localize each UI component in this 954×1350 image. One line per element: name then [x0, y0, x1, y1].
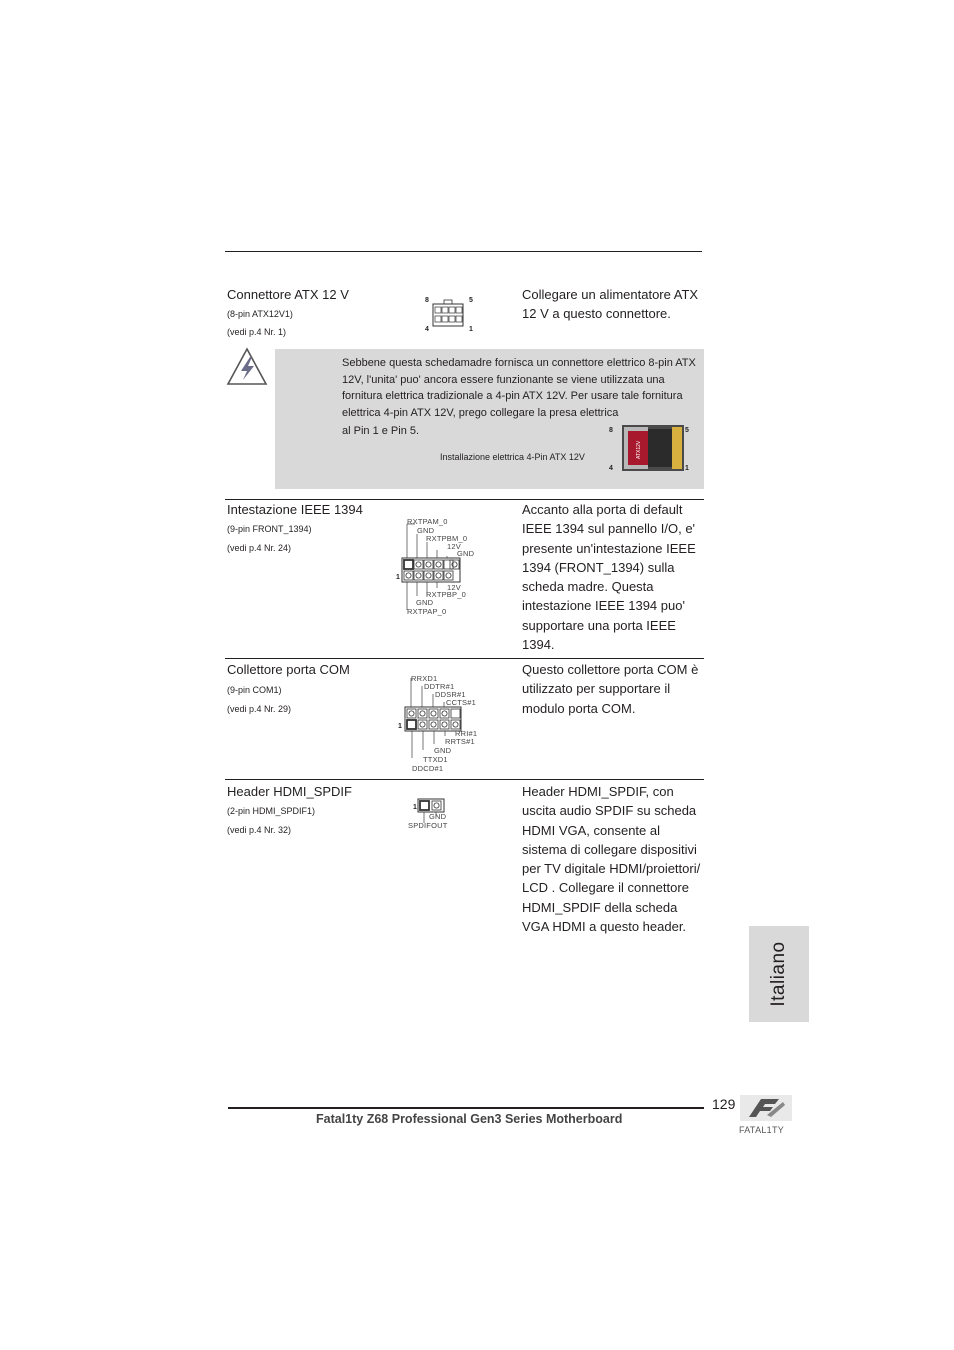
section-reference: (vedi p.4 Nr. 1) — [227, 327, 287, 337]
pin-one-marker: 1 — [398, 723, 402, 730]
pin-label-8: 8 — [609, 427, 613, 434]
com-header-diagram — [397, 672, 487, 774]
description-line: per TV digitale HDMI/proiettori/ — [522, 861, 701, 877]
footer-rule — [228, 1107, 704, 1109]
description-line: VGA HDMI a questo header. — [522, 919, 687, 935]
section-reference: (vedi p.4 Nr. 24) — [227, 543, 292, 553]
pin-label-5: 5 — [469, 297, 473, 304]
note-line: al Pin 1 e Pin 5. — [342, 425, 420, 437]
pin-name: RXTPBP_0 — [426, 590, 466, 599]
language-tab-label: Italiano — [768, 941, 789, 1007]
ieee1394-header-diagram — [395, 514, 485, 618]
note-line: elettrica 4-pin ATX 12V, prego collegare la presa elettrica — [342, 406, 619, 419]
section-title: Connettore ATX 12 V — [227, 287, 349, 302]
section-title: Intestazione IEEE 1394 — [227, 502, 363, 517]
pin-name: 12V — [447, 583, 461, 592]
section-subtitle: (2-pin HDMI_SPDIF1) — [227, 806, 316, 816]
description-line: LCD . Collegare il connettore — [522, 880, 689, 896]
logo-wordmark: FATAL1TY — [739, 1125, 785, 1135]
description-line: Questo collettore porta COM è — [522, 662, 699, 677]
pin-label-1: 1 — [685, 465, 689, 472]
section-reference: (vedi p.4 Nr. 29) — [227, 704, 292, 714]
section-description — [522, 285, 707, 324]
section-description — [522, 660, 707, 718]
section-subtitle: (8-pin ATX12V1) — [227, 309, 293, 319]
footer-title: Fatal1ty Z68 Professional Gen3 Series Motherboard — [316, 1112, 623, 1126]
pin-name: RXTPAP_0 — [407, 607, 447, 616]
description-line: supportare una porta IEEE — [522, 617, 676, 633]
pin-name: DDCD#1 — [412, 764, 444, 773]
section-subtitle: (9-pin FRONT_1394) — [227, 524, 312, 534]
section-divider — [225, 779, 704, 780]
description-line: utilizzato per supportare il — [522, 681, 671, 697]
pin-label-5: 5 — [685, 427, 689, 434]
pin-label-4: 4 — [609, 465, 613, 472]
pin-name: RXTPAM_0 — [407, 517, 448, 526]
warning-icon — [226, 347, 268, 387]
note-line: Sebbene questa schedamadre fornisca un connettore elettrico 8-pin ATX — [342, 357, 696, 369]
section-subtitle: (9-pin COM1) — [227, 685, 282, 695]
pin-label-4: 4 — [425, 326, 429, 333]
pin-name: RRTS#1 — [445, 737, 475, 746]
pin-name: RXTPBM_0 — [426, 534, 468, 543]
description-line: uscita audio SPDIF su scheda — [522, 803, 697, 819]
pin-name: CCTS#1 — [446, 698, 476, 707]
pin-name: GND — [417, 526, 435, 535]
description-line: 1394. — [522, 637, 555, 653]
pin-name: RRI#1 — [455, 729, 478, 738]
description-line: presente un'intestazione IEEE — [522, 540, 696, 556]
section-description — [522, 500, 707, 654]
section-description — [522, 782, 707, 936]
top-rule — [225, 251, 702, 252]
description-line: Accanto alla porta di default — [522, 502, 683, 517]
note-caption: Installazione elettrica 4-Pin ATX 12V — [440, 452, 585, 462]
section-reference: (vedi p.4 Nr. 32) — [227, 825, 292, 835]
note-line: fornitura elettrica tradizionale a 4-pin ATX 12V. Per usare tale fornitura — [342, 390, 683, 402]
description-line: modulo porta COM. — [522, 700, 636, 716]
pin-name: RRXD1 — [411, 674, 438, 683]
description-line: 12 V a questo connettore. — [522, 306, 671, 322]
fatal1ty-logo — [737, 1095, 795, 1137]
pin-name: GND — [429, 812, 447, 821]
pin-one-marker: 1 — [413, 804, 417, 811]
section-divider — [225, 658, 704, 659]
pin-name: GND — [416, 598, 434, 607]
pin-name: DDTR#1 — [424, 682, 455, 691]
pin-name: GND — [457, 549, 475, 558]
description-line: sistema di collegare dispositivi — [522, 841, 697, 857]
hdmi-spdif-header-diagram — [405, 796, 465, 832]
description-line: intestazione IEEE 1394 puo' — [522, 598, 685, 614]
description-line: HDMI_SPDIF della scheda — [522, 899, 678, 915]
atx12v-connector-diagram — [420, 292, 480, 334]
page-number: 129 — [712, 1096, 736, 1112]
atx-power-photo — [606, 423, 694, 473]
description-line: scheda madre. Questa — [522, 579, 654, 595]
section-title: Collettore porta COM — [227, 662, 350, 677]
pin-name: GND — [434, 746, 452, 755]
section-title: Header HDMI_SPDIF — [227, 784, 352, 799]
pin-name: DDSR#1 — [435, 690, 466, 699]
description-line: HDMI VGA, consente al — [522, 822, 660, 838]
pin-name: TTXD1 — [423, 755, 448, 764]
language-side-tab — [749, 926, 809, 1022]
description-line: 1394 (FRONT_1394) sulla — [522, 559, 675, 575]
description-line: IEEE 1394 sul pannello I/O, e' — [522, 521, 696, 537]
description-line: Collegare un alimentatore ATX — [522, 287, 699, 302]
photo-label: ATX12V — [636, 440, 642, 459]
pin-label-1: 1 — [469, 326, 473, 333]
note-line: 12V, l'unita' puo' ancora essere funzionante se viene utilizzata una — [342, 373, 665, 386]
pin-label-8: 8 — [425, 297, 429, 304]
pin-name: SPDIFOUT — [408, 821, 448, 830]
description-line: Header HDMI_SPDIF, con — [522, 784, 674, 799]
pin-name: 12V — [447, 542, 461, 551]
pin-one-marker: 1 — [396, 574, 400, 581]
